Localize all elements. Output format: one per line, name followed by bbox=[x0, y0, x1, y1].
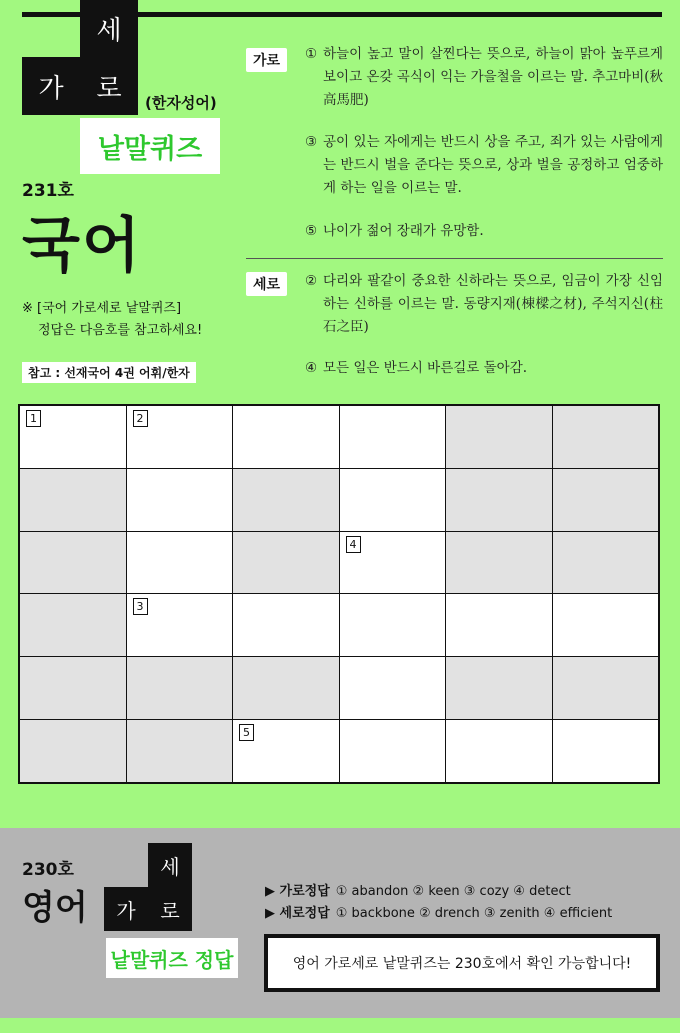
quiz-label: 낱말퀴즈 bbox=[80, 118, 220, 174]
grid-cell-blocked bbox=[553, 406, 659, 468]
grid-cell-blocked bbox=[233, 469, 339, 531]
answer-label: 낱말퀴즈 정답 bbox=[106, 938, 238, 978]
clue-text: 다리와 팔같이 중요한 신하라는 뜻으로, 임금이 가장 신임하는 신하를 이르는 말. 동량지재(棟樑之材), 주석지신(柱石之臣) bbox=[323, 273, 663, 335]
grid-cell[interactable] bbox=[553, 720, 659, 782]
crossword-grid bbox=[18, 404, 660, 784]
tile-ga: 가 bbox=[22, 57, 80, 115]
grid-cell[interactable] bbox=[233, 594, 339, 656]
across-answers-text: ① abandon ② keen ③ cozy ④ detect bbox=[335, 884, 571, 899]
grid-cell-blocked bbox=[20, 532, 126, 594]
previous-issue-number: 230호 bbox=[22, 860, 74, 880]
grid-cell[interactable] bbox=[340, 406, 446, 468]
clue-across-1 bbox=[305, 43, 663, 112]
cell-number: 1 bbox=[26, 410, 41, 427]
across-answers-title: ▶ 가로정답 bbox=[265, 884, 330, 899]
cell-number: 5 bbox=[239, 724, 254, 741]
clue-number: ③ bbox=[305, 134, 318, 150]
down-answers-text: ① backbone ② drench ③ zenith ④ efficient bbox=[335, 906, 613, 921]
tile-ro: 로 bbox=[80, 57, 138, 115]
answer-note bbox=[22, 298, 202, 342]
across-answers bbox=[265, 880, 571, 899]
grid-cell-blocked bbox=[446, 532, 552, 594]
issue-number: 231호 bbox=[22, 181, 74, 201]
hanja-label: (한자성어) bbox=[145, 94, 217, 112]
clue-down-2 bbox=[305, 270, 663, 339]
grid-cell-blocked bbox=[127, 657, 233, 719]
grid-cell[interactable] bbox=[127, 594, 233, 656]
previous-subject: 영어 bbox=[22, 888, 88, 928]
grid-cell-blocked bbox=[20, 469, 126, 531]
reference-label: 참고 : 선재국어 4권 어휘/한자 bbox=[22, 362, 196, 383]
grid-cell-blocked bbox=[20, 594, 126, 656]
tile-se-small: 세 bbox=[148, 843, 192, 887]
note-line-2: 정답은 다음호를 참고하세요! bbox=[38, 323, 203, 338]
cell-number: 3 bbox=[133, 598, 148, 615]
grid-cell-blocked bbox=[446, 406, 552, 468]
tile-se: 세 bbox=[80, 0, 138, 57]
grid-cell-blocked bbox=[20, 720, 126, 782]
clue-down-4 bbox=[305, 357, 663, 380]
grid-cell[interactable] bbox=[340, 657, 446, 719]
subject-title: 국어 bbox=[22, 211, 142, 281]
grid-cell-blocked bbox=[446, 469, 552, 531]
grid-cell[interactable] bbox=[127, 469, 233, 531]
grid-cell[interactable] bbox=[446, 720, 552, 782]
clue-text: 공이 있는 자에게는 반드시 상을 주고, 죄가 있는 사람에게는 반드시 벌을 준다는 뜻으로, 상과 벌을 공정하고 엄중하게 하는 일을 이르는 말. bbox=[323, 134, 663, 196]
clue-number: ④ bbox=[305, 360, 318, 376]
grid-cell[interactable] bbox=[446, 594, 552, 656]
grid-cell-blocked bbox=[20, 657, 126, 719]
grid-cell-blocked bbox=[233, 532, 339, 594]
clue-number: ⑤ bbox=[305, 223, 318, 239]
clue-across-5 bbox=[305, 220, 663, 243]
grid-cell[interactable] bbox=[553, 594, 659, 656]
grid-cell[interactable] bbox=[20, 406, 126, 468]
footer-strip bbox=[0, 1018, 680, 1033]
grid-cell[interactable] bbox=[340, 532, 446, 594]
grid-cell-blocked bbox=[553, 469, 659, 531]
grid-cell[interactable] bbox=[233, 406, 339, 468]
grid-cell[interactable] bbox=[340, 594, 446, 656]
grid-cell[interactable] bbox=[340, 469, 446, 531]
clue-number: ① bbox=[305, 46, 318, 62]
clue-number: ② bbox=[305, 273, 318, 289]
grid-cell-blocked bbox=[127, 720, 233, 782]
grid-cell[interactable] bbox=[233, 720, 339, 782]
clue-divider bbox=[246, 258, 663, 259]
note-line-1: ※ [국어 가로세로 낱말퀴즈] bbox=[22, 301, 182, 316]
cell-number: 4 bbox=[346, 536, 361, 553]
grid-cell-blocked bbox=[446, 657, 552, 719]
grid-cell[interactable] bbox=[340, 720, 446, 782]
down-answers bbox=[265, 902, 612, 921]
grid-cell[interactable] bbox=[127, 406, 233, 468]
tile-ga-small: 가 bbox=[104, 887, 148, 931]
clue-text: 나이가 젊어 장래가 유망함. bbox=[323, 223, 484, 239]
down-tag: 세로 bbox=[246, 272, 287, 296]
cell-number: 2 bbox=[133, 410, 148, 427]
clue-across-3 bbox=[305, 131, 663, 200]
tile-ro-small: 로 bbox=[148, 887, 192, 931]
clue-text: 하늘이 높고 말이 살찐다는 뜻으로, 하늘이 맑아 높푸르게 보이고 온갖 곡식이 익는 가을철을 이르는 말. 추고마비(秋高馬肥) bbox=[323, 46, 663, 108]
down-answers-title: ▶ 세로정답 bbox=[265, 906, 330, 921]
grid-cell-blocked bbox=[233, 657, 339, 719]
grid-cell[interactable] bbox=[127, 532, 233, 594]
notice-box: 영어 가로세로 낱말퀴즈는 230호에서 확인 가능합니다! bbox=[264, 934, 660, 992]
across-tag: 가로 bbox=[246, 48, 287, 72]
grid-cell-blocked bbox=[553, 532, 659, 594]
grid-cell-blocked bbox=[553, 657, 659, 719]
clue-text: 모든 일은 반드시 바른길로 돌아감. bbox=[323, 360, 528, 376]
